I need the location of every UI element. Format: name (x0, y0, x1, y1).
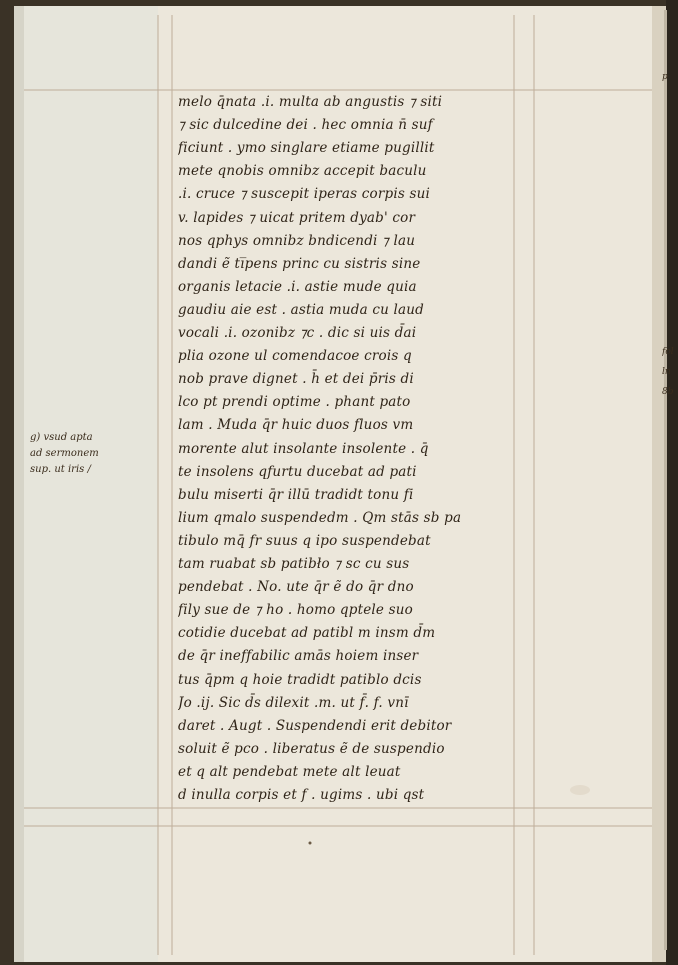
text-line: et q alt pendebat mete alt leuat (178, 763, 401, 780)
text-line: organis letacie .i. astie mude quia (178, 278, 417, 295)
edge-fragment: fol (662, 347, 674, 357)
text-line: soluit ẽ pco . liberatus ẽ de suspendio (178, 740, 445, 757)
text-line: tus q̄pm q hoie tradidt patiblo dcis (178, 671, 422, 688)
text-line: tam ruabat sb patibło ⁊ sc cu sus (178, 556, 410, 572)
marginal-note-line: ad sermonem (30, 448, 99, 459)
text-line: v. lapides ⁊ uicat pritem dyab' cor (178, 209, 416, 226)
text-line: lium qmalo suspendedm . Qm stās sb pa (178, 509, 462, 526)
text-line: gaudiu aie est . astia muda cu laud (178, 301, 424, 318)
text-line: Jo .ij. Sic d̄s dilexit .m. ut f̄. f. vnī (178, 694, 409, 711)
text-line: dandi ẽ ti̅pens princ cu sistris sine (178, 255, 421, 272)
text-line: vocali .i. ozonibz ⁊c . dic si uis d̄ai (178, 325, 417, 341)
text-line: daret . Augt . Suspendendi erit debitor (178, 717, 452, 734)
text-line: fily sue de ⁊ ho . homo qptele suo (178, 602, 413, 619)
text-line: de q̄r ineffabilic amās hoiem inser (178, 648, 419, 665)
marginal-note-line: sup. ut iris / (30, 464, 91, 475)
edge-fragment: 8b (662, 387, 674, 397)
text-line: nob prave dignet . h̄ et dei p̄ris di (178, 371, 414, 388)
text-line: lco pt prendi optime . phant pato (178, 394, 411, 411)
edge-fragment: ln (662, 367, 671, 377)
text-line: plia ozone ul comendacoe crois q (178, 348, 412, 365)
text-line: pendebat . No. ute q̄r ẽ do q̄r dno (178, 579, 414, 596)
text-line: melo q̄nata .i. multa ab angustis ⁊ siti (178, 94, 443, 110)
marginal-note (30, 430, 150, 478)
text-line: nos qphys omnibz bndicendi ⁊ lau (178, 232, 416, 249)
text-line: d inulla corpis et f . ugims . ubi qst (178, 787, 425, 803)
edge-fragment: p (662, 72, 668, 82)
text-line: ⁊ sic dulcedine dei . hec omnia n̄ suf (178, 117, 433, 134)
text-line: lam . Muda q̄r huic duos fluos vm (178, 417, 414, 434)
text-line: tibulo mq̄ fr suus q ipo suspendebat (178, 532, 431, 549)
text-line: morente alut insolante insolente . q̄ (178, 440, 429, 457)
text-line: bulu miserti q̄r illū tradidt tonu fi (178, 486, 414, 503)
text-line: te insolens qfurtu ducebat ad pati (178, 463, 417, 480)
marginal-note-line: g) vsud apta (30, 432, 93, 443)
text-line: mete qnobis omnibz accepit baculu (178, 163, 427, 180)
text-line: .i. cruce ⁊ suscepit iperas corpis sui (178, 186, 431, 203)
text-line: cotidie ducebat ad patibl m insm d̄m (178, 625, 436, 642)
text-line: ficiunt . ymo singlare etiame pugillit (178, 140, 435, 157)
